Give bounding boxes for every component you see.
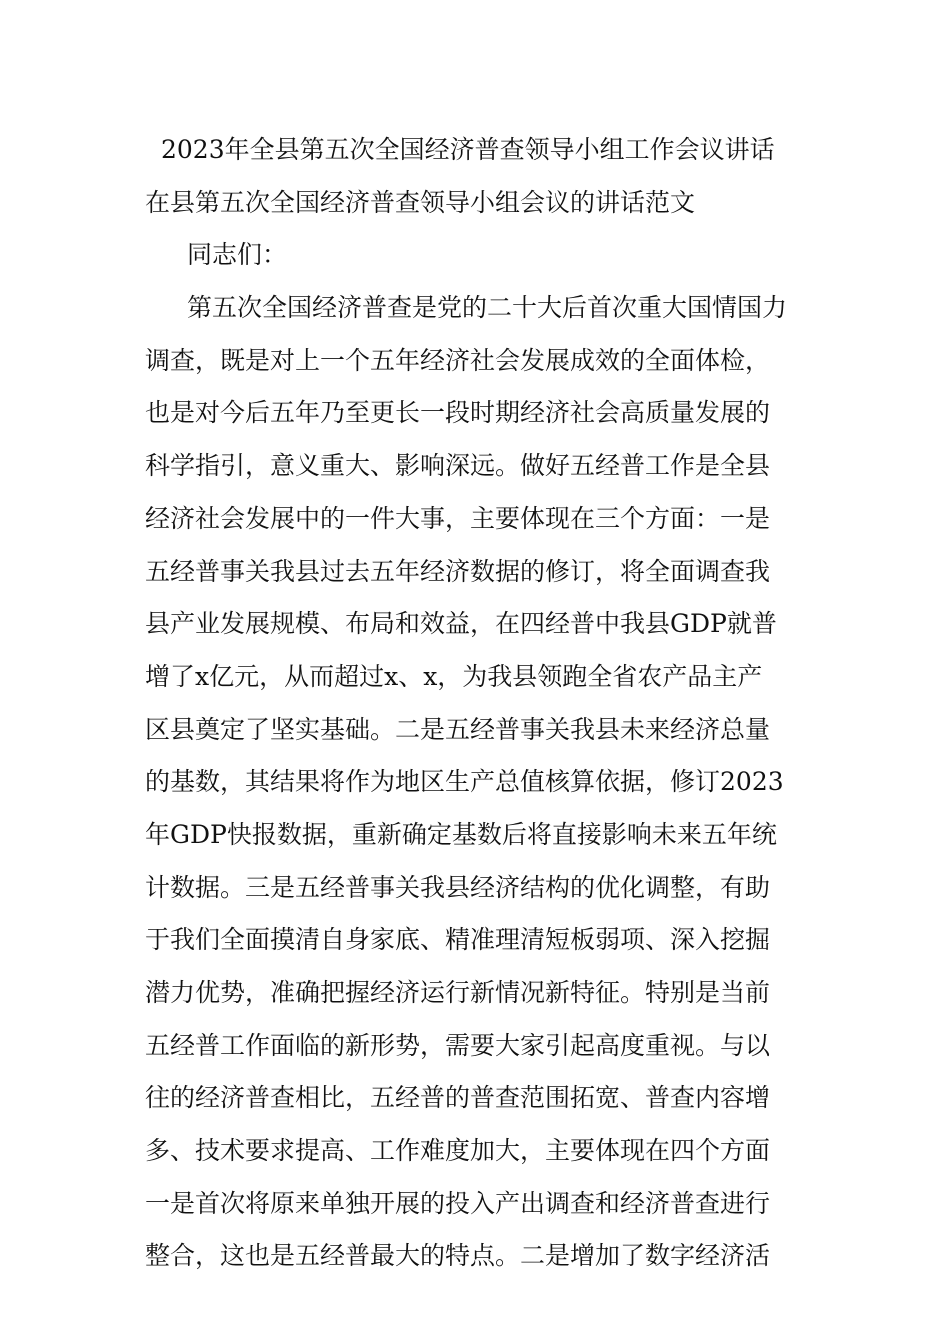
body-line-17: 多、技术要求提高、工作难度加大，主要体现在四个方面 (145, 1136, 771, 1166)
body-line-3: 也是对今后五年乃至更长一段时期经济社会高质量发展的 (145, 398, 771, 428)
body-line-10: 的基数，其结果将作为地区生产总值核算依据，修订2023 (145, 767, 784, 797)
body-line-9: 区县奠定了坚实基础。二是五经普事关我县未来经济总量 (145, 714, 771, 744)
body-line-5: 经济社会发展中的一件大事，主要体现在三个方面：一是 (145, 503, 771, 533)
body-line-14: 潜力优势，准确把握经济运行新情况新特征。特别是当前 (145, 978, 771, 1007)
body-line-15: 五经普工作面临的新形势，需要大家引起高度重视。与以 (145, 1030, 771, 1060)
body-line-13: 于我们全面摸清自身家底、精准理清短板弱项、深入挖掘 (145, 925, 771, 955)
document-title: 2023年全县第五次全国经济普查领导小组工作会议讲话 (161, 135, 775, 164)
body-line-1: 第五次全国经济普查是党的二十大后首次重大国情国力 (187, 293, 788, 323)
body-line-4: 科学指引，意义重大、影响深远。做好五经普工作是全县 (145, 451, 771, 481)
body-line-2: 调查，既是对上一个五年经济社会发展成效的全面体检， (145, 345, 771, 375)
body-line-7: 县产业发展规模、布局和效益，在四经普中我县GDP就普 (145, 609, 777, 639)
document-content (145, 132, 810, 1291)
body-line-16: 往的经济普查相比，五经普的普查范围拓宽、普查内容增 (145, 1083, 771, 1113)
body-line-8: 增了x亿元，从而超过x、x，为我县领跑全省农产品主产 (145, 661, 763, 691)
body-line-11: 年GDP快报数据，重新确定基数后将直接影响未来五年统 (145, 819, 777, 849)
document-subtitle: 在县第五次全国经济普查领导小组会议的讲话范文 (145, 187, 696, 217)
body-line-19: 整合，这也是五经普最大的特点。二是增加了数字经济活 (145, 1241, 771, 1271)
greeting: 同志们： (187, 240, 288, 270)
body-line-6: 五经普事关我县过去五年经济数据的修订，将全面调查我 (145, 556, 771, 586)
body-line-12: 计数据。三是五经普事关我县经济结构的优化调整，有助 (145, 872, 771, 902)
body-line-18: 一是首次将原来单独开展的投入产出调查和经济普查进行 (145, 1188, 771, 1218)
